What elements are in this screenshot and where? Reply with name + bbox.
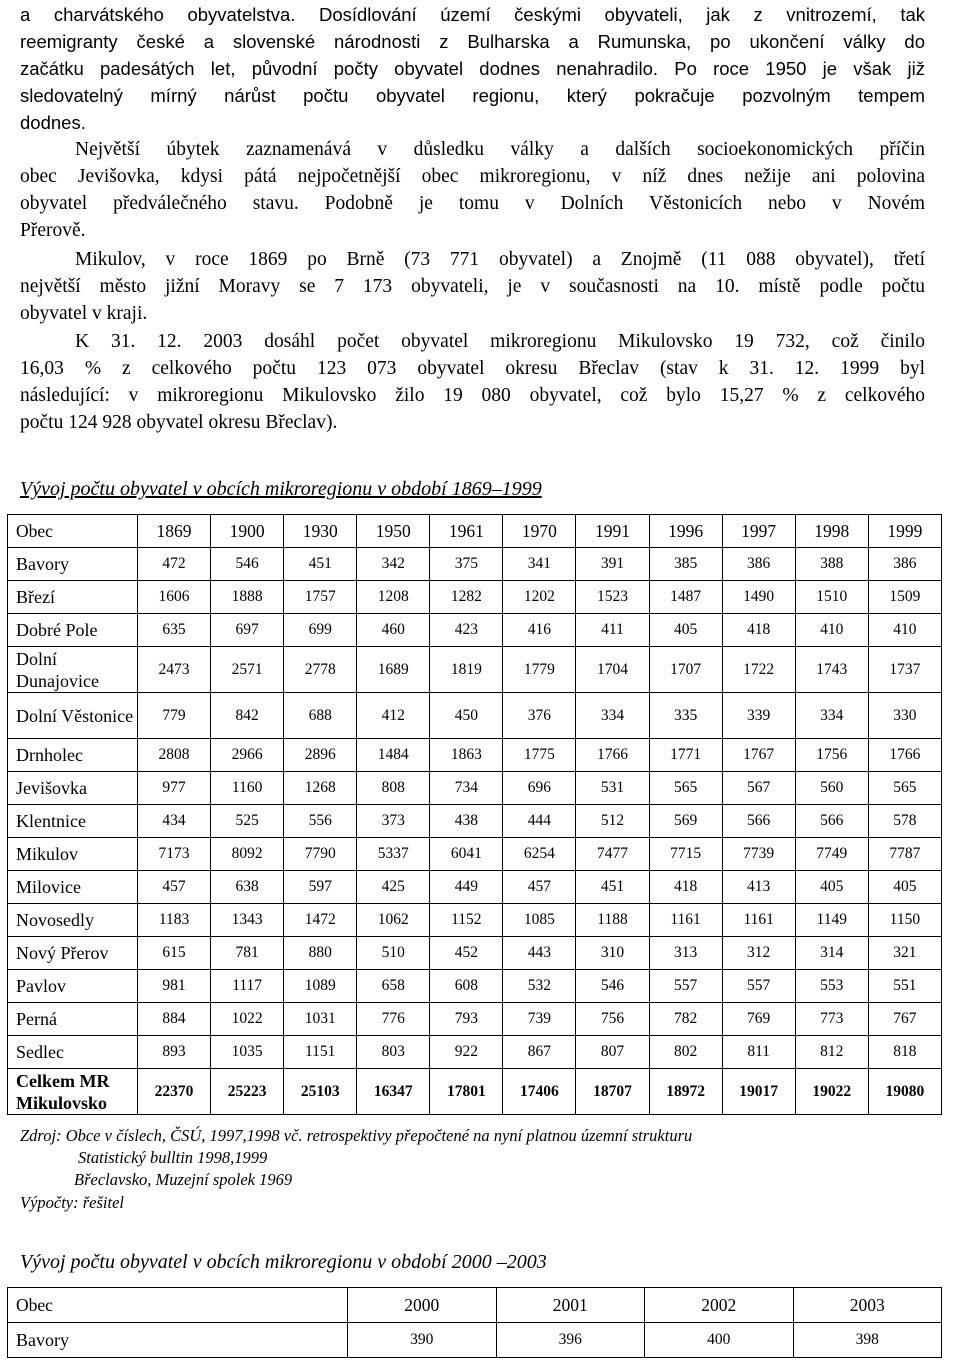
- population-cell: 1149: [795, 904, 868, 937]
- population-cell: 376: [503, 693, 576, 739]
- population-cell: 7790: [284, 838, 357, 871]
- column-header-year: 1997: [722, 515, 795, 548]
- intro-line-3-tail: Po roce 1950 je však již: [658, 58, 925, 79]
- table2-header-row: [8, 1288, 942, 1323]
- population-cell: 1707: [649, 647, 722, 693]
- table-row: [8, 871, 942, 904]
- table-row: [8, 739, 942, 772]
- population-cell: 1737: [868, 647, 941, 693]
- population-cell: 1757: [284, 581, 357, 614]
- population-cell: 1160: [211, 772, 284, 805]
- population-cell: 1161: [649, 904, 722, 937]
- population-cell: 807: [576, 1036, 649, 1069]
- population-cell: 451: [576, 871, 649, 904]
- population-cell: 423: [430, 614, 503, 647]
- population-cell: 1771: [649, 739, 722, 772]
- population-cell: 1282: [430, 581, 503, 614]
- population-cell: 2896: [284, 739, 357, 772]
- table-row: [8, 581, 942, 614]
- population-cell: 7787: [868, 838, 941, 871]
- paragraph-population-2003: [20, 328, 925, 436]
- population-cell: 1863: [430, 739, 503, 772]
- population-cell: 697: [211, 614, 284, 647]
- population-cell: 638: [211, 871, 284, 904]
- population-cell: 310: [576, 937, 649, 970]
- population-cell: 1743: [795, 647, 868, 693]
- population-cell: 802: [649, 1036, 722, 1069]
- population-cell: 450: [430, 693, 503, 739]
- column-header-year: 1998: [795, 515, 868, 548]
- population-cell: 696: [503, 772, 576, 805]
- population-cell: 1089: [284, 970, 357, 1003]
- population-cell: 560: [795, 772, 868, 805]
- table-row: [8, 904, 942, 937]
- population-cell: 342: [357, 548, 430, 581]
- population-cell: 457: [503, 871, 576, 904]
- population-cell: 1202: [503, 581, 576, 614]
- municipality-name: Dobré Pole: [8, 614, 138, 647]
- population-cell: 460: [357, 614, 430, 647]
- municipality-name: Jevišovka: [8, 772, 138, 805]
- population-cell: 734: [430, 772, 503, 805]
- population-cell: 7715: [649, 838, 722, 871]
- municipality-name: Dolní Věstonice: [8, 693, 138, 739]
- total-cell: 19017: [722, 1069, 795, 1115]
- population-cell: 981: [138, 970, 211, 1003]
- population-cell: 608: [430, 970, 503, 1003]
- municipality-name: Bavory: [8, 1323, 348, 1358]
- table-row: [8, 1323, 942, 1358]
- population-cell: 510: [357, 937, 430, 970]
- population-cell: 1689: [357, 647, 430, 693]
- population-cell: 410: [868, 614, 941, 647]
- population-cell: 1062: [357, 904, 430, 937]
- total-cell: 18972: [649, 1069, 722, 1115]
- municipality-name: Mikulov: [8, 838, 138, 871]
- population-cell: 688: [284, 693, 357, 739]
- population-cell: 546: [576, 970, 649, 1003]
- population-cell: 880: [284, 937, 357, 970]
- population-cell: 818: [868, 1036, 941, 1069]
- population-cell: 776: [357, 1003, 430, 1036]
- population-cell: 1767: [722, 739, 795, 772]
- total-cell: 17801: [430, 1069, 503, 1115]
- population-cell: 565: [649, 772, 722, 805]
- table-row: [8, 772, 942, 805]
- population-cell: 567: [722, 772, 795, 805]
- paragraph-mikulov: [20, 246, 925, 327]
- population-cell: 1022: [211, 1003, 284, 1036]
- para4-line-1: K 31. 12. 2003 dosáhl počet obyvatel mikroregionu Mikulovsko 19 732, což činilo: [75, 331, 925, 352]
- column-header-year: 1970: [503, 515, 576, 548]
- population-cell: 566: [722, 805, 795, 838]
- column-header-year: 1999: [868, 515, 941, 548]
- population-cell: 739: [503, 1003, 576, 1036]
- population-cell: 385: [649, 548, 722, 581]
- municipality-name: Klentnice: [8, 805, 138, 838]
- population-cell: 658: [357, 970, 430, 1003]
- population-cell: 412: [357, 693, 430, 739]
- population-table-1869-1999: [7, 514, 942, 1115]
- population-cell: 405: [795, 871, 868, 904]
- population-cell: 335: [649, 693, 722, 739]
- population-cell: 438: [430, 805, 503, 838]
- population-cell: 922: [430, 1036, 503, 1069]
- population-cell: 1722: [722, 647, 795, 693]
- population-cell: 2808: [138, 739, 211, 772]
- population-cell: 1775: [503, 739, 576, 772]
- column-header-year: 1869: [138, 515, 211, 548]
- population-cell: 531: [576, 772, 649, 805]
- population-cell: 977: [138, 772, 211, 805]
- municipality-name: Novosedly: [8, 904, 138, 937]
- population-cell: 546: [211, 548, 284, 581]
- population-cell: 444: [503, 805, 576, 838]
- population-cell: 551: [868, 970, 941, 1003]
- total-cell: 22370: [138, 1069, 211, 1115]
- population-cell: 314: [795, 937, 868, 970]
- population-cell: 1150: [868, 904, 941, 937]
- population-cell: 1085: [503, 904, 576, 937]
- population-cell: 812: [795, 1036, 868, 1069]
- para4-line-3: následující: v mikroregionu Mikulovsko žilo 19 080 obyvatel, což bylo 15,27 % z celkového: [20, 385, 925, 406]
- column-header-year: 1930: [284, 515, 357, 548]
- population-cell: 525: [211, 805, 284, 838]
- column-header-year: 1950: [357, 515, 430, 548]
- source-line-2: Statistický bulltin 1998,1999: [78, 1148, 268, 1167]
- column-header-year: 1961: [430, 515, 503, 548]
- municipality-name: Dolní Dunajovice: [8, 647, 138, 693]
- population-cell: 635: [138, 614, 211, 647]
- population-cell: 1509: [868, 581, 941, 614]
- population-cell: 773: [795, 1003, 868, 1036]
- population-cell: 1606: [138, 581, 211, 614]
- population-cell: 779: [138, 693, 211, 739]
- population-cell: 767: [868, 1003, 941, 1036]
- intro-line-3: [20, 55, 925, 82]
- population-cell: 557: [649, 970, 722, 1003]
- population-cell: 803: [357, 1036, 430, 1069]
- population-cell: 8092: [211, 838, 284, 871]
- population-cell: 400: [645, 1323, 794, 1358]
- table1-title: Vývoj počtu obyvatel v obcích mikroregionu v období 1869–1999: [20, 478, 542, 500]
- population-cell: 373: [357, 805, 430, 838]
- population-cell: 1510: [795, 581, 868, 614]
- population-cell: 398: [793, 1323, 942, 1358]
- intro-line-3-text: začátku padesátých let, původní počty obyvatel dodnes nenahradilo.: [20, 58, 659, 79]
- population-cell: 457: [138, 871, 211, 904]
- column-header-year: 2002: [645, 1288, 794, 1323]
- population-cell: 1343: [211, 904, 284, 937]
- population-cell: 390: [348, 1323, 497, 1358]
- source-line-3: Břeclavsko, Muzejní spolek 1969: [74, 1170, 293, 1189]
- population-cell: 2778: [284, 647, 357, 693]
- population-cell: 1472: [284, 904, 357, 937]
- population-cell: 7477: [576, 838, 649, 871]
- population-cell: 396: [496, 1323, 645, 1358]
- population-cell: 1161: [722, 904, 795, 937]
- population-cell: 2966: [211, 739, 284, 772]
- population-cell: 1484: [357, 739, 430, 772]
- population-cell: 1487: [649, 581, 722, 614]
- population-cell: 386: [868, 548, 941, 581]
- population-cell: 334: [795, 693, 868, 739]
- population-cell: 7173: [138, 838, 211, 871]
- para2-line-1: Největší úbytek zaznamenává v důsledku války a dalších socioekonomických příčin: [75, 139, 925, 160]
- population-cell: 756: [576, 1003, 649, 1036]
- population-cell: 793: [430, 1003, 503, 1036]
- population-cell: 416: [503, 614, 576, 647]
- population-cell: 893: [138, 1036, 211, 1069]
- population-cell: 1819: [430, 647, 503, 693]
- intro-line-2: reemigranty české a slovenské národnosti z Bulharska a Rumunska, po ukončení války do: [20, 31, 925, 52]
- table-row: [8, 838, 942, 871]
- table-row: [8, 548, 942, 581]
- population-cell: 556: [284, 805, 357, 838]
- population-cell: 6041: [430, 838, 503, 871]
- table-header-row: [8, 515, 942, 548]
- column-header-year: 1996: [649, 515, 722, 548]
- intro-line-4: sledovatelný mírný nárůst počtu obyvatel regionu, který pokračuje pozvolným tempem: [20, 85, 925, 106]
- table-row: [8, 1003, 942, 1036]
- population-cell: 1756: [795, 739, 868, 772]
- population-cell: 413: [722, 871, 795, 904]
- para3-line-3: obyvatel v kraji.: [20, 303, 148, 324]
- population-cell: 443: [503, 937, 576, 970]
- intro-line-1: a charvátského obyvatelstva. Dosídlování území českými obyvateli, jak z vnitrozemí, tak: [20, 4, 925, 25]
- table-row: [8, 970, 942, 1003]
- municipality-name: Bavory: [8, 548, 138, 581]
- population-cell: 386: [722, 548, 795, 581]
- source-line-4: Výpočty: řešitel: [20, 1193, 124, 1212]
- municipality-name: Perná: [8, 1003, 138, 1036]
- population-cell: 330: [868, 693, 941, 739]
- population-cell: 375: [430, 548, 503, 581]
- population-cell: 449: [430, 871, 503, 904]
- population-cell: 410: [795, 614, 868, 647]
- column-header-obec: Obec: [8, 1288, 348, 1323]
- intro-line-5: dodnes.: [20, 112, 86, 133]
- para2-line-2: obec Jevišovka, kdysi pátá nejpočetnější obec mikroregionu, v níž dnes nežije ani polovina: [20, 166, 925, 187]
- population-cell: 1117: [211, 970, 284, 1003]
- population-table-2000-2003: [7, 1287, 942, 1358]
- population-cell: 565: [868, 772, 941, 805]
- population-cell: 341: [503, 548, 576, 581]
- population-cell: 1208: [357, 581, 430, 614]
- population-cell: 405: [868, 871, 941, 904]
- population-cell: 334: [576, 693, 649, 739]
- total-cell: 25223: [211, 1069, 284, 1115]
- population-cell: 781: [211, 937, 284, 970]
- population-cell: 405: [649, 614, 722, 647]
- population-cell: 1766: [576, 739, 649, 772]
- column-header-year: 2003: [793, 1288, 942, 1323]
- paragraph-jevisovka: [20, 136, 925, 244]
- population-cell: 5337: [357, 838, 430, 871]
- intro-paragraph: [20, 1, 925, 136]
- total-cell: 17406: [503, 1069, 576, 1115]
- population-cell: 1766: [868, 739, 941, 772]
- para2-line-3: obyvatel předválečného stavu. Podobně je tomu v Dolních Věstonicích nebo v Novém: [20, 193, 925, 214]
- population-cell: 782: [649, 1003, 722, 1036]
- municipality-name: Drnholec: [8, 739, 138, 772]
- population-cell: 1031: [284, 1003, 357, 1036]
- population-cell: 451: [284, 548, 357, 581]
- population-cell: 418: [722, 614, 795, 647]
- population-cell: 1779: [503, 647, 576, 693]
- population-cell: 388: [795, 548, 868, 581]
- population-cell: 1523: [576, 581, 649, 614]
- column-header-year: 1991: [576, 515, 649, 548]
- population-cell: 512: [576, 805, 649, 838]
- municipality-name: Březí: [8, 581, 138, 614]
- total-cell: 16347: [357, 1069, 430, 1115]
- population-cell: 425: [357, 871, 430, 904]
- column-header-year: 1900: [211, 515, 284, 548]
- total-cell: 18707: [576, 1069, 649, 1115]
- municipality-name: Sedlec: [8, 1036, 138, 1069]
- population-cell: 7749: [795, 838, 868, 871]
- table-row: [8, 805, 942, 838]
- population-cell: 557: [722, 970, 795, 1003]
- population-cell: 1035: [211, 1036, 284, 1069]
- table-row: [8, 937, 942, 970]
- population-cell: 1151: [284, 1036, 357, 1069]
- total-cell: 19080: [868, 1069, 941, 1115]
- population-cell: 452: [430, 937, 503, 970]
- total-cell: 19022: [795, 1069, 868, 1115]
- population-cell: 597: [284, 871, 357, 904]
- population-cell: 811: [722, 1036, 795, 1069]
- population-cell: 1888: [211, 581, 284, 614]
- column-header-obec: Obec: [8, 515, 138, 548]
- population-cell: 411: [576, 614, 649, 647]
- population-cell: 615: [138, 937, 211, 970]
- para4-line-4: počtu 124 928 obyvatel okresu Břeclav).: [20, 412, 338, 433]
- population-cell: 1704: [576, 647, 649, 693]
- population-cell: 1268: [284, 772, 357, 805]
- municipality-name: Milovice: [8, 871, 138, 904]
- population-cell: 1183: [138, 904, 211, 937]
- para2-line-4: Přerově.: [20, 220, 86, 241]
- para3-line-1: Mikulov, v roce 1869 po Brně (73 771 obyvatel) a Znojmě (11 088 obyvatel), třetí: [75, 249, 925, 270]
- population-cell: 569: [649, 805, 722, 838]
- population-cell: 1188: [576, 904, 649, 937]
- para3-line-2: největší město jižní Moravy se 7 173 obyvateli, je v současnosti na 10. místě podle počtu: [20, 276, 925, 297]
- population-cell: 2473: [138, 647, 211, 693]
- population-cell: 1152: [430, 904, 503, 937]
- population-cell: 566: [795, 805, 868, 838]
- para4-line-2: 16,03 % z celkového počtu 123 073 obyvatel okresu Břeclav (stav k 31. 12. 1999 byl: [20, 358, 925, 379]
- population-cell: 808: [357, 772, 430, 805]
- table2-title: Vývoj počtu obyvatel v obcích mikroregionu v období 2000 –2003: [20, 1251, 547, 1273]
- population-cell: 321: [868, 937, 941, 970]
- population-cell: 699: [284, 614, 357, 647]
- population-cell: 339: [722, 693, 795, 739]
- population-cell: 6254: [503, 838, 576, 871]
- population-cell: 434: [138, 805, 211, 838]
- table-row: [8, 614, 942, 647]
- table-row: [8, 647, 942, 693]
- source-line-1: Zdroj: Obce v číslech, ČSÚ, 1997,1998 vč. retrospektivy přepočtené na nyní platnou územní strukturu: [20, 1126, 693, 1145]
- municipality-name: Pavlov: [8, 970, 138, 1003]
- population-cell: 842: [211, 693, 284, 739]
- table-row: [8, 1036, 942, 1069]
- column-header-year: 2001: [496, 1288, 645, 1323]
- population-cell: 312: [722, 937, 795, 970]
- population-cell: 7739: [722, 838, 795, 871]
- population-cell: 578: [868, 805, 941, 838]
- column-header-year: 2000: [348, 1288, 497, 1323]
- table-row: [8, 693, 942, 739]
- population-cell: 2571: [211, 647, 284, 693]
- population-cell: 1490: [722, 581, 795, 614]
- population-cell: 313: [649, 937, 722, 970]
- population-cell: 884: [138, 1003, 211, 1036]
- total-label: Celkem MR Mikulovsko: [8, 1069, 138, 1115]
- population-cell: 553: [795, 970, 868, 1003]
- population-cell: 769: [722, 1003, 795, 1036]
- table-total-row: [8, 1069, 942, 1115]
- population-cell: 418: [649, 871, 722, 904]
- municipality-name: Nový Přerov: [8, 937, 138, 970]
- population-cell: 532: [503, 970, 576, 1003]
- population-cell: 867: [503, 1036, 576, 1069]
- total-cell: 25103: [284, 1069, 357, 1115]
- population-cell: 391: [576, 548, 649, 581]
- population-cell: 472: [138, 548, 211, 581]
